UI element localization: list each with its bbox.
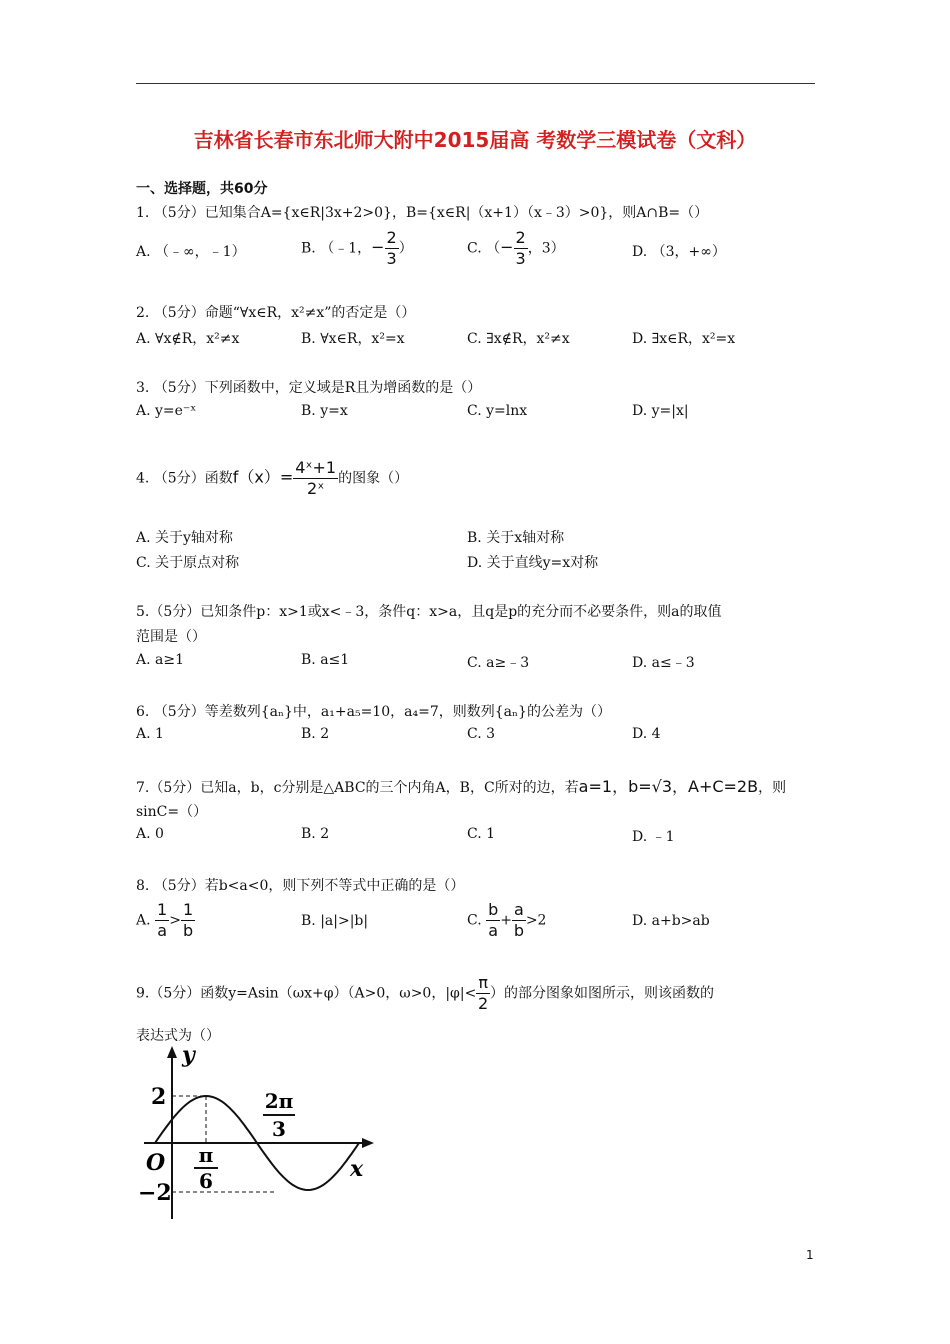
x-axis-label: x	[350, 1156, 364, 1182]
question-2-stem: 2. （5分）命题“∀x∈R，x²≠x”的否定是（）	[136, 305, 416, 321]
question-9-stem-line2: 表达式为（）	[136, 1028, 220, 1044]
question-3-option-c: C. y=lnx	[467, 403, 528, 419]
peak-x-numerator: π	[198, 1143, 214, 1167]
question-4-stem: 4. （5分）函数f（x）= $\frac{\text{4ˣ+1}}{\text{2ˣ}}$ 的图象（）	[136, 458, 409, 498]
sine-graph	[136, 1044, 386, 1224]
question-7-stem-line1: 7.（5分）已知a，b，c分别是△ABC的三个内角A，B，C所对的边，若a=1，b=√3，A+C=2B，则	[136, 777, 787, 796]
question-6-option-c: C. 3	[467, 726, 496, 742]
question-7-option-a: A. 0	[136, 826, 164, 842]
question-1-option-d: D. （3，+∞）	[632, 244, 726, 260]
question-8-option-b: B. |a|>|b|	[301, 913, 369, 929]
question-3-option-d: D. y=|x|	[632, 403, 689, 419]
question-7-option-d: D. ﹣1	[632, 829, 675, 845]
question-7-option-b: B. 2	[301, 826, 330, 842]
question-5-option-d: D. a≤﹣3	[632, 655, 695, 671]
question-6-option-b: B. 2	[301, 726, 330, 742]
question-4-option-b: B. 关于x轴对称	[467, 530, 565, 546]
page-title: 吉林省长春市东北师大附中2015届高 考数学三模试卷（文科）	[193, 128, 757, 152]
question-4-option-a: A. 关于y轴对称	[136, 530, 233, 546]
question-1-option-a: A. （﹣∞，﹣1）	[136, 244, 246, 260]
question-9-stem-line1: 9.（5分）函数y=Asin（ωx+φ）（A>0，ω>0，|φ|< $\frac{\pi}{2}$ ）的部分图象如图所示，则该函数的	[136, 973, 714, 1013]
question-2-option-d: D. ∃x∈R，x²=x	[632, 331, 736, 347]
question-2-option-a: A. ∀x∉R，x²≠x	[136, 331, 240, 347]
zero-x-denominator: 3	[272, 1117, 286, 1141]
question-5-option-a: A. a≥1	[136, 652, 184, 668]
question-5-option-b: B. a≤1	[301, 652, 350, 668]
question-6-option-d: D. 4	[632, 726, 661, 742]
question-3-option-b: B. y=x	[301, 403, 348, 419]
top-rule	[136, 83, 815, 84]
question-4-option-c: C. 关于原点对称	[136, 555, 240, 571]
ymin-label: −2	[138, 1180, 172, 1206]
question-3-stem: 3. （5分）下列函数中，定义域是R且为增函数的是（）	[136, 380, 482, 396]
question-7-stem-line2: sinC=（）	[136, 804, 208, 820]
origin-label: O	[146, 1150, 166, 1176]
ymax-label: 2	[151, 1084, 167, 1110]
question-5-option-c: C. a≥﹣3	[467, 655, 530, 671]
x-axis-arrow-icon	[362, 1138, 374, 1148]
question-8-option-d: D. a+b>ab	[632, 913, 710, 929]
question-8-option-c: C. $\frac{b}{a}$ + $\frac{a}{b}$ >2	[467, 900, 547, 940]
question-8-option-a: A. $\frac{1}{a}$ > $\frac{1}{b}$	[136, 900, 194, 940]
question-8-stem: 8. （5分）若b<a<0，则下列不等式中正确的是（）	[136, 878, 465, 894]
question-1-option-c: C. （− $\frac{2}{3}$ ，3）	[467, 228, 565, 268]
question-7-option-c: C. 1	[467, 826, 496, 842]
question-2-option-b: B. ∀x∈R，x²=x	[301, 331, 405, 347]
question-6-option-a: A. 1	[136, 726, 164, 742]
question-3-option-a: A. y=e⁻ˣ	[136, 403, 197, 419]
section-heading: 一、选择题，共60分	[136, 181, 268, 197]
question-1-option-b: B. （﹣1，− $\frac{2}{3}$ ）	[301, 228, 413, 268]
y-axis-label: y	[182, 1044, 195, 1068]
zero-x-numerator: 2π	[264, 1089, 294, 1113]
page-number: 1	[806, 1248, 814, 1262]
question-4-option-d: D. 关于直线y=x对称	[467, 555, 599, 571]
peak-x-denominator: 6	[199, 1169, 213, 1193]
question-1-stem: 1. （5分）已知集合A={x∈R|3x+2>0}，B={x∈R|（x+1）（x﹣3）>0}，则A∩B=（）	[136, 205, 709, 221]
y-axis-arrow-icon	[167, 1046, 177, 1058]
question-2-option-c: C. ∃x∉R，x²≠x	[467, 331, 570, 347]
question-5-stem-line1: 5.（5分）已知条件p：x>1或x<﹣3，条件q：x>a，且q是p的充分而不必要条件，则a的取值	[136, 604, 722, 620]
question-5-stem-line2: 范围是（）	[136, 629, 206, 645]
question-6-stem: 6. （5分）等差数列{aₙ}中，a₁+a₅=10，a₄=7，则数列{aₙ}的公差为（）	[136, 704, 611, 720]
